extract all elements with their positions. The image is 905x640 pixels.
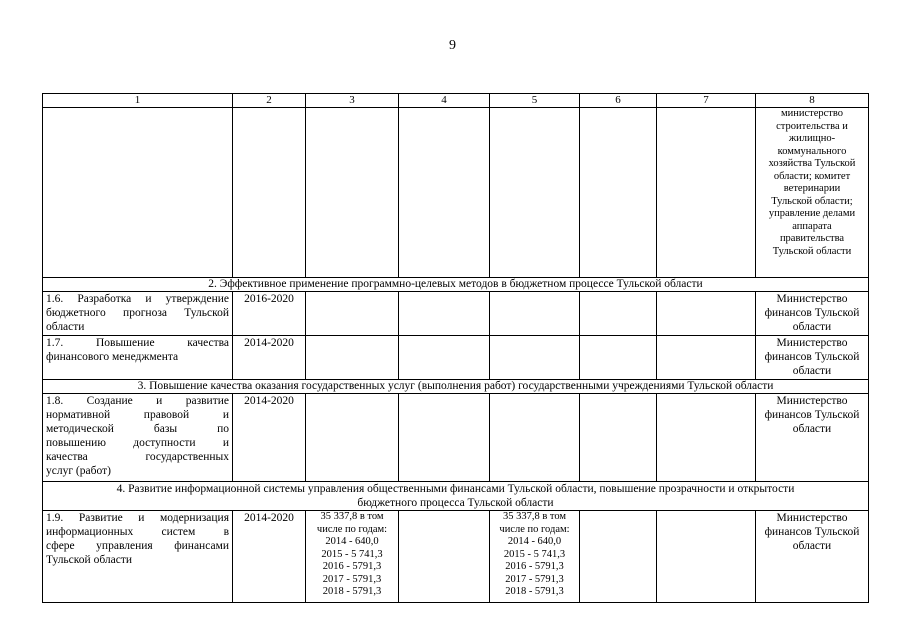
table-row xyxy=(43,511,869,603)
period: 2016-2020 xyxy=(233,292,306,336)
table-row xyxy=(43,292,869,336)
header-row xyxy=(43,94,869,108)
col-header-6: 6 xyxy=(580,94,657,108)
col-header-2: 2 xyxy=(233,94,306,108)
section-3-row xyxy=(43,380,869,394)
continued-row xyxy=(43,108,869,278)
funding-regional: 35 337,8 в том числе по годам: 2014 - 640,0 2015 - 5 741,3 2016 - 5791,3 2017 - 5791,3 2018 - 5791,3 xyxy=(490,511,580,603)
section-title: 2. Эффективное применение программно-целевых методов в бюджетном процессе Тульской области xyxy=(43,278,869,292)
executor: Министерство финансов Тульской области xyxy=(756,394,869,482)
measure-name: 1.7. Повышение качества финансового менеджмента xyxy=(43,336,233,380)
col-header-1: 1 xyxy=(43,94,233,108)
section-title: 4. Развитие информационной системы управления общественными финансами Тульской области, повышение прозрачности и открытости бюджетного процесса Тульской области xyxy=(43,482,869,511)
col-header-5: 5 xyxy=(490,94,580,108)
section-4-row xyxy=(43,482,869,511)
period: 2014-2020 xyxy=(233,336,306,380)
col-header-7: 7 xyxy=(657,94,756,108)
table-row xyxy=(43,394,869,482)
section-2-row xyxy=(43,278,869,292)
period: 2014-2020 xyxy=(233,511,306,603)
executor: Министерство финансов Тульской области xyxy=(756,292,869,336)
page-number: 9 xyxy=(449,38,456,53)
col-header-4: 4 xyxy=(399,94,490,108)
funding-total: 35 337,8 в том числе по годам: 2014 - 640,0 2015 - 5 741,3 2016 - 5791,3 2017 - 5791,3 2018 - 5791,3 xyxy=(306,511,399,603)
executor-cell: министерство строительства и жилищно- коммунального хозяйства Тульской области; комитет ветеринарии Тульской области; управление делами аппарата правительства Тульской области xyxy=(756,108,869,278)
table-row xyxy=(43,336,869,380)
period: 2014-2020 xyxy=(233,394,306,482)
executor: Министерство финансов Тульской области xyxy=(756,336,869,380)
measure-name: 1.9. Развитие и модернизация информационных систем в сфере управления финансами Тульской области xyxy=(43,511,233,603)
col-header-3: 3 xyxy=(306,94,399,108)
col-header-8: 8 xyxy=(756,94,869,108)
measure-name: 1.6. Разработка и утверждение бюджетного прогноза Тульской области xyxy=(43,292,233,336)
program-table xyxy=(42,93,869,603)
measure-name: 1.8. Создание и развитие нормативной правовой и методической базы по повышению доступности и качества государственных услуг (работ) xyxy=(43,394,233,482)
section-title: 3. Повышение качества оказания государственных услуг (выполнения работ) государственными учреждениями Тульской области xyxy=(43,380,869,394)
executor: Министерство финансов Тульской области xyxy=(756,511,869,603)
